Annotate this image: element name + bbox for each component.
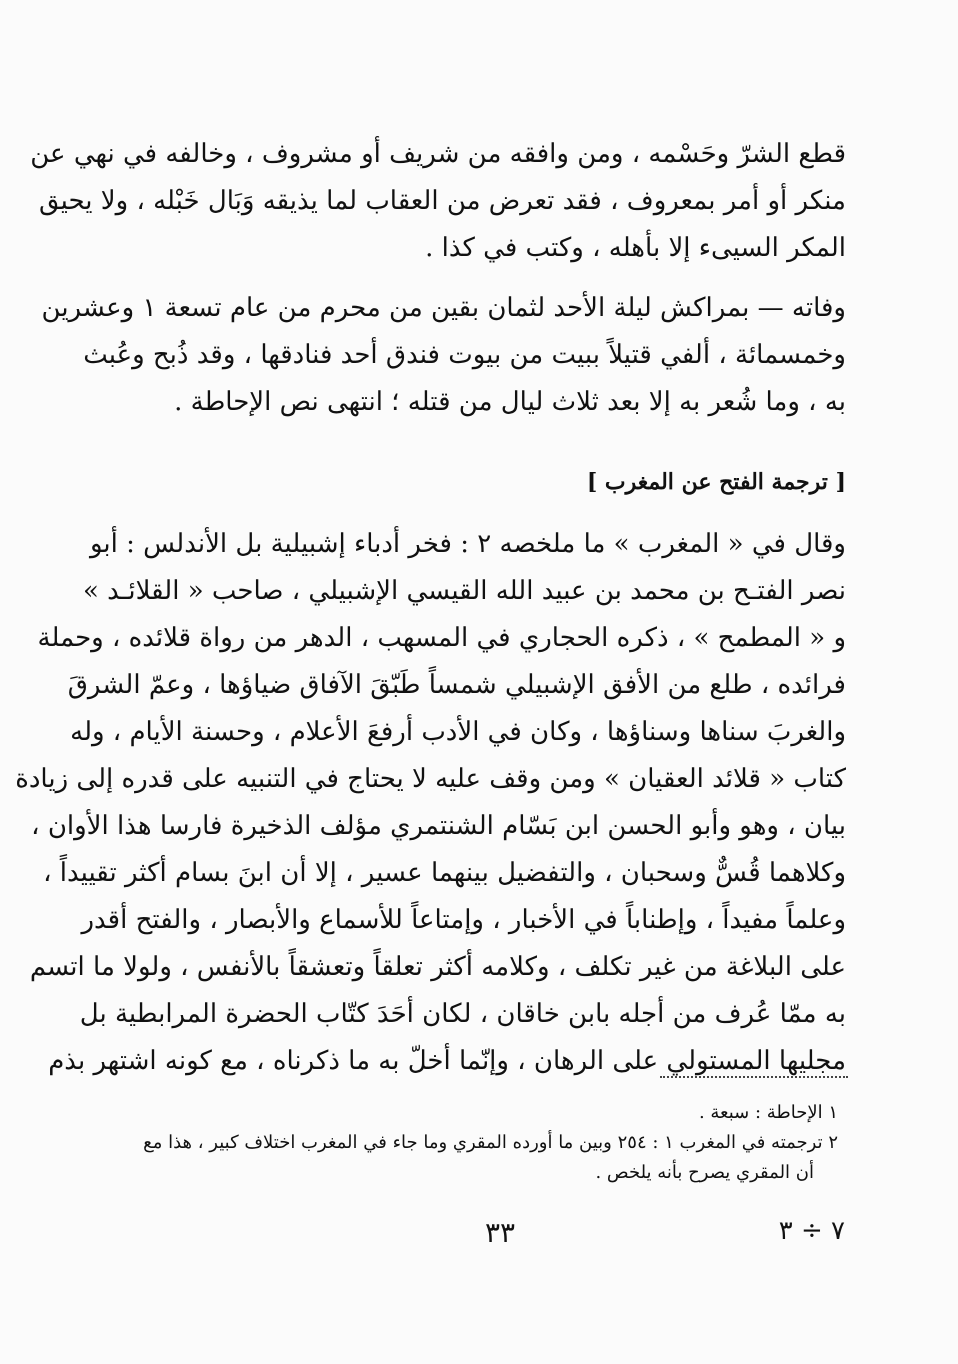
- text-line: منكر أو أمر بمعروف ، فقد تعرض من العقاب لما يذيقه وَبَال خَبْله ، ولا يحيق: [38, 186, 846, 216]
- footnote-1: ١ الإحاطة : سبعة .: [698, 1102, 838, 1123]
- printer-signature-mark: ٧ ÷ ٣: [778, 1216, 845, 1246]
- paragraph-3: [15, 521, 846, 1085]
- text-line: و « المطمح » ، ذكره الحجاري في المسهب ، الدهر من رواة قلائده ، وحملة: [37, 623, 846, 653]
- section-heading: [ ترجمة الفتح عن المغرب ]: [586, 469, 846, 495]
- text-line: وخمسمائة ، ألفي قتيلاً ببيت من بيوت فندق أحد فنادقها ، وقد ذُبح وعُبث: [83, 340, 846, 370]
- paragraph-1: [30, 131, 846, 272]
- footnotes: [143, 1098, 838, 1188]
- text-line: به ، وما شُعر به إلا بعد ثلاث ليال من قتله ؛ انتهى نص الإحاطة .: [174, 387, 846, 417]
- text-line: وفاته — بمراكش ليلة الأحد لثمان بقين من محرم من عام تسعة ١ وعشرين: [41, 293, 846, 323]
- text-line: بيان ، وهو وأبو الحسن ابن بَسّام الشنتمري مؤلف الذخيرة فارسا هذا الأوان ،: [31, 811, 846, 841]
- text-line: والغربَ سناها وسناؤها ، وكان في الأدب أرفعَ الأعلام ، وحسنة الأيام ، وله: [70, 717, 846, 747]
- text-line: وقال في « المغرب » ما ملخصه ٢ : فخر أدباء إشبيلية بل الأندلس : أبو: [89, 529, 846, 559]
- footnote-separator: [660, 1076, 848, 1078]
- footnote-2-continuation: أن المقري يصرح بأنه يلخص .: [595, 1162, 814, 1183]
- text-line: مجليها المستولي على الرهان ، وإنّما أخلّ به ما ذكرناه ، مع كونه اشتهر بذم: [48, 1046, 846, 1076]
- text-line: على البلاغة من غير تكلف ، وكلامه أكثر تعلقاً وتعشقاً بالأنفس ، ولولا ما اتسم: [29, 952, 846, 982]
- text-line: كتاب « قلائد العقيان » ومن وقف عليه لا يحتاج في التنبيه على قدره إلى زيادة: [15, 764, 846, 794]
- text-line: وعلماً مفيداً ، وإطناباً في الأخبار ، وإمتاعاً للأسماع والأبصار ، والفتح أقدر: [81, 905, 846, 935]
- text-line: نصر الفتـح بن محمد بن عبيد الله القيسي الإشبيلي ، صاحب « القلائـد »: [82, 576, 846, 606]
- page-number: ٣٣: [484, 1216, 516, 1249]
- text-line: به ممّا عُرف من أجله بابن خاقان ، لكان أحَدَ كتّاب الحضرة المرابطية بل: [79, 999, 846, 1029]
- footnote-2: ٢ ترجمته في المغرب ١ : ٢٥٤ وبين ما أورده المقري وما جاء في المغرب اختلاف كبير ، هذا مع: [143, 1132, 838, 1153]
- text-line: فرائده ، طلع من الأفق الإشبيلي شمساً طَبّقَ الآفاق ضياؤها ، وعمّ الشرقَ: [67, 670, 846, 700]
- paragraph-2: [41, 285, 846, 426]
- text-line: المكر السيىء إلا بأهله ، وكتب في كذا .: [425, 233, 846, 263]
- text-line: قطع الشرّ وحَسْمه ، ومن وافقه من شريف أو مشروف ، وخالفه في نهي عن: [30, 139, 846, 169]
- text-line: وكلاهما قُسٌّ وسحبان ، والتفضيل بينهما عسير ، إلا أن ابنَ بسام أكثر تقييداً ،: [43, 858, 846, 888]
